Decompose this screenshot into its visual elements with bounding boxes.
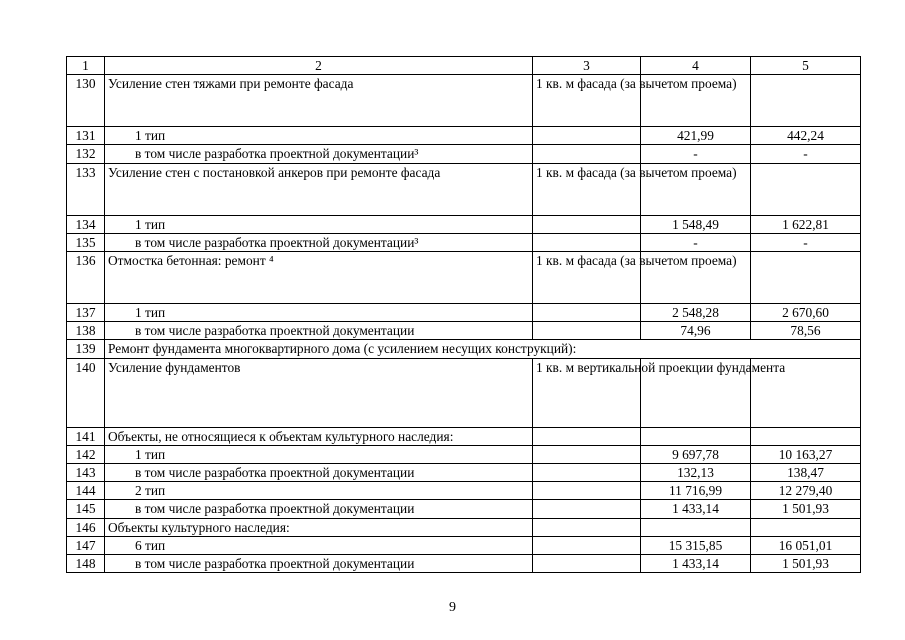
row-number: 141 <box>67 427 105 445</box>
row-unit <box>533 322 641 340</box>
row-value-col4: - <box>641 233 751 251</box>
row-value-col4: 9 697,78 <box>641 445 751 463</box>
table-row <box>67 536 861 554</box>
row-name: в том числе разработка проектной документации³ <box>105 233 533 251</box>
row-value-col5 <box>751 163 861 215</box>
row-name: Усиление фундаментов <box>105 358 533 427</box>
row-name: Объекты культурного наследия: <box>105 518 533 536</box>
row-value-col5: - <box>751 145 861 163</box>
row-value-col5: 1 622,81 <box>751 215 861 233</box>
row-name: 1 тип <box>105 304 533 322</box>
row-value-col4: 132,13 <box>641 464 751 482</box>
header-col-5: 5 <box>751 57 861 75</box>
row-unit <box>533 445 641 463</box>
row-unit <box>533 233 641 251</box>
row-number: 133 <box>67 163 105 215</box>
row-value-col4: 1 433,14 <box>641 555 751 573</box>
row-value-col5: 442,24 <box>751 127 861 145</box>
row-number: 136 <box>67 252 105 304</box>
row-unit <box>533 536 641 554</box>
table-row <box>67 252 861 304</box>
row-value-col5 <box>751 427 861 445</box>
row-unit: 1 кв. м фасада (за вычетом проема) <box>533 163 641 215</box>
row-name: 2 тип <box>105 482 533 500</box>
table-row <box>67 304 861 322</box>
header-col-3: 3 <box>533 57 641 75</box>
row-value-col4: 74,96 <box>641 322 751 340</box>
row-value-col4: 1 548,49 <box>641 215 751 233</box>
row-name: 1 тип <box>105 215 533 233</box>
row-number: 137 <box>67 304 105 322</box>
row-number: 146 <box>67 518 105 536</box>
row-number: 147 <box>67 536 105 554</box>
row-number: 139 <box>67 340 105 358</box>
row-unit <box>533 500 641 518</box>
row-value-col4: 15 315,85 <box>641 536 751 554</box>
table-row <box>67 500 861 518</box>
table-row <box>67 322 861 340</box>
page-number: 9 <box>449 600 456 615</box>
row-number: 140 <box>67 358 105 427</box>
row-value-col4 <box>641 427 751 445</box>
row-value-col5: - <box>751 233 861 251</box>
row-number: 142 <box>67 445 105 463</box>
table-row <box>67 163 861 215</box>
table-row <box>67 358 861 427</box>
row-value-col4: 11 716,99 <box>641 482 751 500</box>
row-unit: 1 кв. м фасада (за вычетом проема) <box>533 252 641 304</box>
table-row <box>67 518 861 536</box>
row-number: 143 <box>67 464 105 482</box>
row-number: 144 <box>67 482 105 500</box>
header-col-2: 2 <box>105 57 533 75</box>
row-value-col4 <box>641 518 751 536</box>
row-value-col5: 138,47 <box>751 464 861 482</box>
row-value-col5 <box>751 518 861 536</box>
row-unit <box>533 427 641 445</box>
row-value-col5: 1 501,93 <box>751 500 861 518</box>
row-name: Усиление стен тяжами при ремонте фасада <box>105 75 533 127</box>
row-unit <box>533 555 641 573</box>
header-col-4: 4 <box>641 57 751 75</box>
row-name: в том числе разработка проектной документации <box>105 555 533 573</box>
row-value-col5: 2 670,60 <box>751 304 861 322</box>
row-name: в том числе разработка проектной документации <box>105 500 533 518</box>
row-unit <box>533 127 641 145</box>
row-value-col4: 1 433,14 <box>641 500 751 518</box>
row-name: в том числе разработка проектной документации <box>105 464 533 482</box>
row-value-col5: 12 279,40 <box>751 482 861 500</box>
row-name: 6 тип <box>105 536 533 554</box>
row-number: 138 <box>67 322 105 340</box>
row-value-col5: 1 501,93 <box>751 555 861 573</box>
row-section-title: Ремонт фундамента многоквартирного дома (с усилением несущих конструкций): <box>105 340 861 358</box>
table-row <box>67 445 861 463</box>
row-name: в том числе разработка проектной документации <box>105 322 533 340</box>
row-value-col5 <box>751 75 861 127</box>
row-number: 130 <box>67 75 105 127</box>
header-col-1: 1 <box>67 57 105 75</box>
table-row <box>67 233 861 251</box>
row-name: Отмостка бетонная: ремонт ⁴ <box>105 252 533 304</box>
table-row <box>67 482 861 500</box>
table-header-row <box>67 57 861 75</box>
rates-table <box>66 56 861 573</box>
row-name: 1 тип <box>105 127 533 145</box>
row-number: 132 <box>67 145 105 163</box>
row-unit: 1 кв. м вертикальной проекции фундамента <box>533 358 641 427</box>
row-name: 1 тип <box>105 445 533 463</box>
row-number: 131 <box>67 127 105 145</box>
row-unit <box>533 304 641 322</box>
row-unit <box>533 464 641 482</box>
row-unit <box>533 145 641 163</box>
row-unit <box>533 518 641 536</box>
row-value-col5: 10 163,27 <box>751 445 861 463</box>
row-value-col4: - <box>641 145 751 163</box>
table-row <box>67 215 861 233</box>
row-value-col5: 78,56 <box>751 322 861 340</box>
row-name: Усиление стен с постановкой анкеров при ремонте фасада <box>105 163 533 215</box>
table-row <box>67 464 861 482</box>
row-unit <box>533 215 641 233</box>
table-row <box>67 555 861 573</box>
row-number: 135 <box>67 233 105 251</box>
table-row <box>67 427 861 445</box>
row-unit: 1 кв. м фасада (за вычетом проема) <box>533 75 641 127</box>
table-row <box>67 75 861 127</box>
row-number: 148 <box>67 555 105 573</box>
row-number: 145 <box>67 500 105 518</box>
row-name: Объекты, не относящиеся к объектам культурного наследия: <box>105 427 533 445</box>
row-value-col5 <box>751 252 861 304</box>
row-value-col4: 2 548,28 <box>641 304 751 322</box>
row-unit <box>533 482 641 500</box>
row-value-col4: 421,99 <box>641 127 751 145</box>
table-row <box>67 127 861 145</box>
row-value-col5: 16 051,01 <box>751 536 861 554</box>
table-row <box>67 145 861 163</box>
row-name: в том числе разработка проектной документации³ <box>105 145 533 163</box>
row-number: 134 <box>67 215 105 233</box>
table-row <box>67 340 861 358</box>
